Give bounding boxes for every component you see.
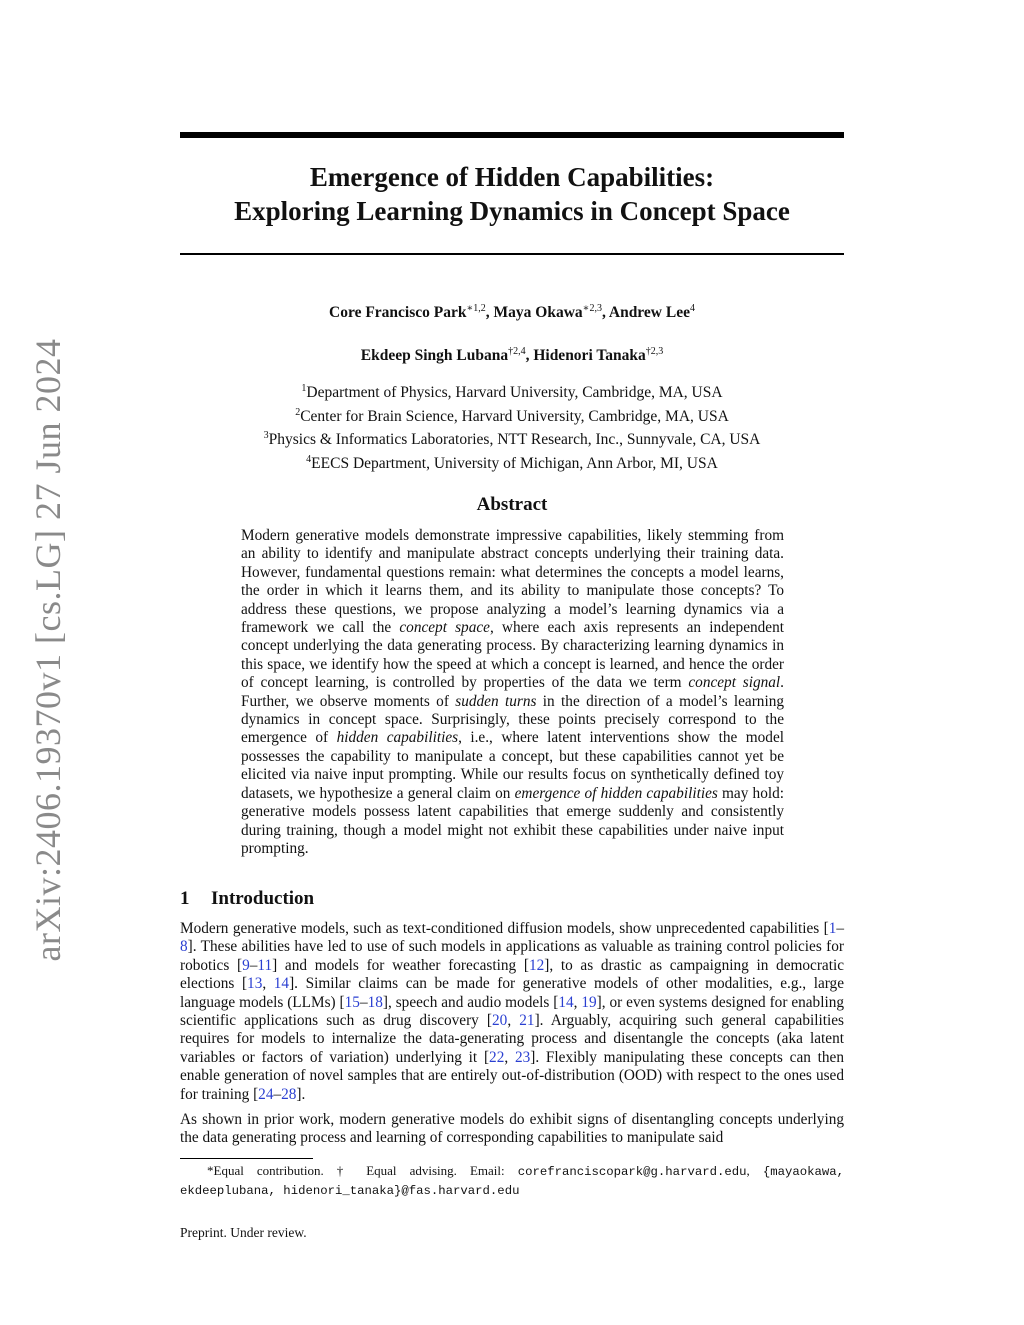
title-rule-bottom <box>180 253 844 255</box>
author-marks: †2,4 <box>508 346 526 358</box>
abstract-text: Modern generative models demonstrate impressive capabilities, likely stemming from an ability to identify and manipulate abstract concepts underlying their training data. However, fundamental questions remain: what determines the concepts a model learns, the order in which it learns them, and its ability to manipulate those concepts? To address these questions, we propose analyzing a model’s learning dynamics via a framework we call the <box>241 527 784 637</box>
author-separator: , <box>485 304 494 322</box>
citation-link[interactable]: 8 <box>180 938 188 956</box>
intro-paragraph-2: As shown in prior work, modern generative models do exhibit signs of disentangling concepts underlying the data generating process and learning of corresponding capabilities to manipulate said <box>180 1111 844 1147</box>
introduction-body <box>180 920 844 1155</box>
intro-text: ]. Flexibly manipulating these concepts can then enable generation of novel samples that are entirely out-of-distribution (OOD) with respect to the ones used for training [ <box>180 1048 844 1103</box>
intro-text: Modern generative models, such as text-conditioned diffusion models, show unprecedented capabilities [ <box>180 920 829 937</box>
author-name: Ekdeep Singh Lubana <box>360 347 509 365</box>
intro-text: , <box>262 975 274 993</box>
footnote-rule <box>180 1158 313 1159</box>
affiliation-text: Physics & Informatics Laboratories, NTT Research, Inc., Sunnyvale, CA, USA <box>268 431 761 449</box>
citation-link[interactable]: 28 <box>281 1085 297 1103</box>
intro-text: – <box>249 956 258 974</box>
intro-text: ], speech and audio models [ <box>382 993 559 1011</box>
intro-text: ]. Similar claims can be made for generative models of other modalities, e.g., large language models (LLMs) [ <box>180 975 844 1011</box>
section-title: Introduction <box>211 888 315 909</box>
citation-link[interactable]: 23 <box>514 1048 531 1066</box>
intro-text: ] and models for weather forecasting [ <box>272 956 529 974</box>
affiliation-number: 3 <box>263 430 269 442</box>
citation-link[interactable]: 18 <box>367 993 383 1011</box>
title-rule-top <box>180 132 844 138</box>
intro-text: – <box>359 993 368 1011</box>
citation-link[interactable]: 14 <box>273 975 290 993</box>
citation-link[interactable]: 24 <box>258 1085 274 1103</box>
footnote-text: , <box>746 1163 763 1178</box>
author-marks: ∗2,3 <box>582 303 602 314</box>
affiliation-text: Department of Physics, Harvard University, Cambridge, MA, USA <box>306 384 723 402</box>
abstract-text: . Further, we observe moments of <box>241 674 784 710</box>
email-link[interactable]: corefranciscopark@g.harvard.edu <box>517 1165 747 1179</box>
abstract-text: , i.e., where latent interventions show the model possesses the capability to manipulate a concept, but these capabilities cannot yet be elicited via naive input prompting. While our results focus on synthetically defined toy datasets, we hypothesize a general claim on <box>241 729 784 802</box>
paper-title <box>180 160 844 228</box>
author-line-1 <box>180 298 844 324</box>
citation-link[interactable]: 1 <box>828 920 837 937</box>
email-link[interactable]: {mayaokawa, ekdeeplubana, hidenori_tanaka}@fas.harvard.edu <box>180 1165 845 1198</box>
author-name: Hidenori Tanaka <box>533 347 646 365</box>
abstract-body <box>241 527 784 858</box>
intro-text: ]. <box>296 1085 306 1103</box>
citation-link[interactable]: 21 <box>519 1012 535 1030</box>
abstract-emphasis: concept space <box>399 619 490 637</box>
author-line-2 <box>180 341 844 367</box>
abstract-emphasis: emergence of hidden capabilities <box>514 784 718 802</box>
author-list <box>180 298 844 367</box>
citation-link[interactable]: 9 <box>242 956 250 974</box>
intro-text: ], or even systems designed for enabling scientific applications such as drug discovery [ <box>180 993 844 1030</box>
abstract-emphasis: sudden turns <box>455 692 537 710</box>
affiliation <box>180 450 844 474</box>
affiliation <box>180 403 844 427</box>
affiliation-text: Center for Brain Science, Harvard University, Cambridge, MA, USA <box>300 407 729 425</box>
preprint-note: Preprint. Under review. <box>180 1225 307 1240</box>
section-number: 1 <box>180 888 190 909</box>
intro-text: ]. Arguably, acquiring such general capabilities requires for models to internalize the data-generating process and disentangle the concepts (aka latent variables or factors of variation) underlying it [ <box>180 1012 844 1066</box>
author-separator: , <box>601 304 609 322</box>
citation-link[interactable]: 15 <box>344 993 360 1011</box>
affiliations <box>180 379 844 474</box>
author-marks: ∗1,2 <box>466 303 486 314</box>
title-line-1: Emergence of Hidden Capabilities: <box>309 162 715 192</box>
footnote <box>180 1162 844 1200</box>
author-separator: , <box>525 347 534 365</box>
abstract-emphasis: concept signal <box>688 674 781 692</box>
footnote-text: *Equal contribution. † Equal advising. Email: <box>207 1163 518 1178</box>
intro-text: , <box>507 1012 520 1030</box>
affiliation <box>180 379 844 403</box>
intro-text: ], to as drastic as campaigning in democratic elections [ <box>180 956 845 993</box>
author-marks: 4 <box>689 303 695 314</box>
intro-text: ]. These abilities have led to use of such models in applications as valuable as training control policies for robotics [ <box>180 938 844 974</box>
author-marks: †2,3 <box>645 346 664 358</box>
title-line-2: Exploring Learning Dynamics in Concept Space <box>234 196 790 226</box>
affiliation <box>180 426 844 450</box>
abstract-text: in the direction of a model’s learning dynamics in concept space. Surprisingly, these points precisely correspond to the emergence of <box>241 692 784 747</box>
intro-paragraph-1 <box>180 920 844 1104</box>
citation-link[interactable]: 20 <box>492 1012 508 1030</box>
section-heading <box>180 888 314 910</box>
intro-text: , <box>573 993 582 1011</box>
citation-link[interactable]: 14 <box>558 993 574 1011</box>
citation-link[interactable]: 12 <box>528 956 545 974</box>
affiliation-number: 2 <box>295 406 301 418</box>
affiliation-number: 4 <box>306 453 312 465</box>
intro-text: – <box>273 1085 282 1103</box>
intro-text: – <box>836 920 844 937</box>
abstract-emphasis: hidden capabilities <box>336 729 459 747</box>
abstract-text: , where each axis represents an independent concept underlying the data generating process. By characterizing learning dynamics in this space, we identify how the speed at which a concept is learned, and hence the order of concept learning, is controlled by properties of the data we term <box>241 619 784 692</box>
citation-link[interactable]: 19 <box>581 993 597 1011</box>
arxiv-identifier: arXiv:2406.19370v1 [cs.LG] 27 Jun 2024 <box>28 338 68 962</box>
abstract-text: may hold: generative models possess latent capabilities that emerge suddenly and consistently during training, though a model might not exhibit these capabilities under naive input prompting. <box>241 784 784 857</box>
citation-link[interactable]: 22 <box>489 1048 505 1066</box>
citation-link[interactable]: 11 <box>257 956 273 974</box>
citation-link[interactable]: 13 <box>247 975 263 993</box>
intro-text: , <box>504 1048 515 1066</box>
affiliation-text: EECS Department, University of Michigan, Ann Arbor, MI, USA <box>311 455 718 473</box>
affiliation-number: 1 <box>301 383 307 394</box>
author-name: Andrew Lee <box>608 304 690 322</box>
abstract-heading: Abstract <box>476 494 548 515</box>
author-name: Core Francisco Park <box>329 304 467 322</box>
author-name: Maya Okawa <box>493 304 583 322</box>
